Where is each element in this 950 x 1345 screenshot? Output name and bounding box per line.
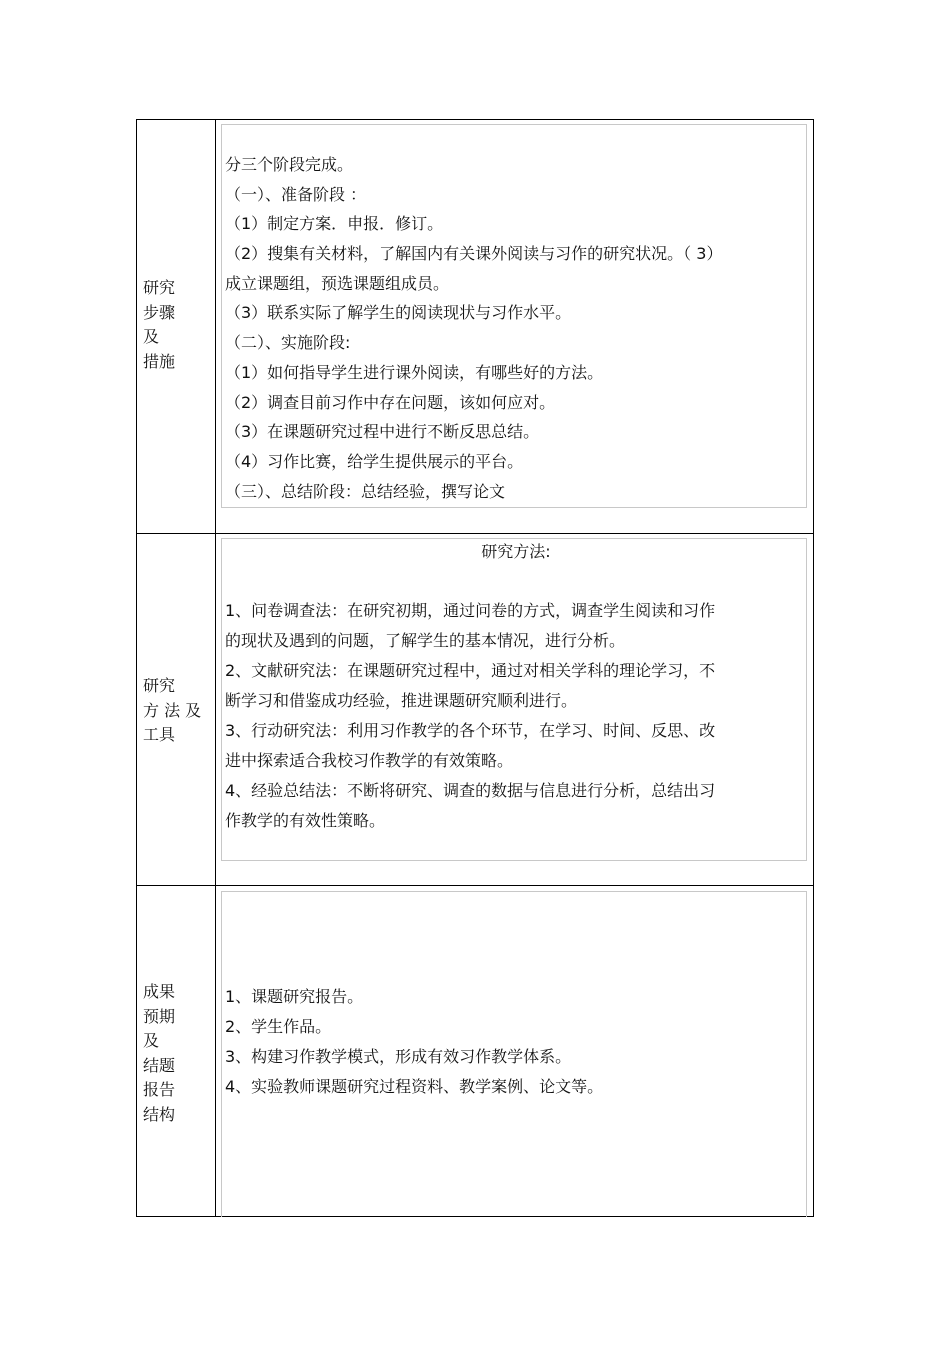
row-label-steps [143,276,213,374]
text-line: （1）制定方案．申报．修订。 [225,214,444,234]
label-line: 成果 [143,982,176,1001]
column-divider [215,119,216,1217]
text-line: 3、行动研究法：利用习作教学的各个环节，在学习、时间、反思、改 [225,721,716,740]
label-line: 措施 [143,351,176,371]
text-line: 2、学生作品。 [225,1017,332,1036]
text-line: 1、课题研究报告。 [225,987,364,1006]
label-line: 结构 [143,1104,176,1124]
label-line: 结题 [143,1055,176,1075]
text-line: （二）、实施阶段: [225,333,351,353]
text-line: 3、构建习作教学模式，形成有效习作教学体系。 [225,1047,572,1066]
text-line: 断学习和借鉴成功经验，推进课题研究顺利进行。 [225,691,578,710]
methods-heading: 研究方法: [481,542,551,561]
label-line: 报告 [143,1080,176,1099]
text-line: （1）如何指导学生进行课外阅读，有哪些好的方法。 [225,362,604,382]
label-line: 及 [143,1031,160,1050]
text-line: （一）、准备阶段 ： [225,184,367,204]
text-line: 4、经验总结法：不断将研究、调查的数据与信息进行分析，总结出习 [225,781,716,800]
row-divider [136,533,814,534]
text-line: （2）调查目前习作中存在问题，该如何应对。 [225,392,556,412]
text-line: 成立课题组，预选课题组成员。 [225,273,450,293]
row-content-outcomes [225,982,807,1102]
text-line: 2、文献研究法：在课题研究过程中，通过对相关学科的理论学习，不 [225,661,716,680]
label-line: 方 法 及 [143,700,202,720]
label-line: 步骤 [143,302,176,322]
text-line: 4、实验教师课题研究过程资料、教学案例、论文等。 [225,1077,604,1096]
text-line: （三）、总结阶段：总结经验，撰写论文 [225,481,506,501]
label-line: 研究 [143,676,176,695]
row-label-outcomes [143,980,213,1127]
row-divider [136,885,814,886]
row-content-steps [225,150,807,506]
text-line: 分三个阶段完成。 [225,155,354,174]
text-line: （2）搜集有关材料，了解国内有关课外阅读与习作的研究状况。（ 3） [225,244,723,264]
label-line: 工具 [143,725,176,744]
text-line: 的现状及遇到的问题，了解学生的基本情况，进行分析。 [225,631,626,650]
text-line: 1、问卷调查法：在研究初期，通过问卷的方式，调查学生阅读和习作 [225,601,716,620]
text-line: （3）在课题研究过程中进行不断反思总结。 [225,422,540,442]
label-line: 研究 [143,278,176,297]
row-content-methods [225,596,807,836]
text-line: （3）联系实际了解学生的阅读现状与习作水平。 [225,303,572,323]
text-line: 作教学的有效性策略。 [225,811,386,830]
text-line: 进中探索适合我校习作教学的有效策略。 [225,751,514,770]
label-line: 预期 [143,1006,176,1026]
label-line: 及 [143,327,160,346]
row-label-methods [143,674,213,748]
text-line: （4）习作比赛，给学生提供展示的平台。 [225,451,524,471]
